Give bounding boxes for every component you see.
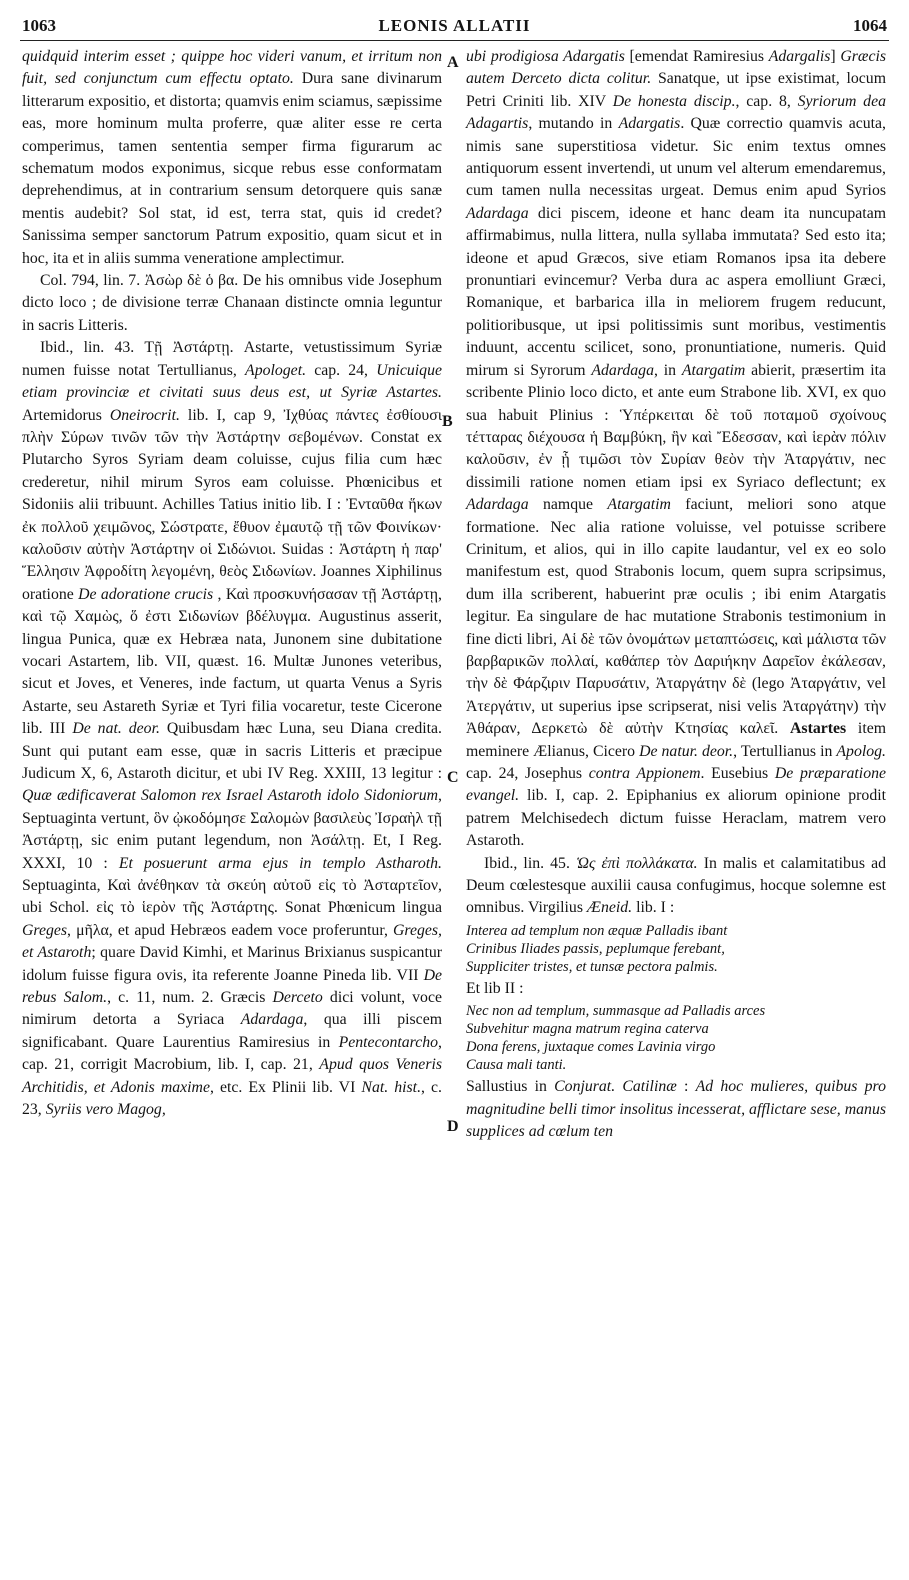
verse-line: Interea ad templum non æquæ Palladis ibant (466, 922, 728, 939)
left-column (22, 46, 442, 1122)
verse-quote (466, 922, 886, 976)
verse-line: Crinibus Iliades passis, peplumque ferebant, (466, 940, 725, 957)
verse-line: Nec non ad templum, summasque ad Palladis arces (466, 1003, 766, 1020)
margin-mark-a: A (447, 54, 459, 71)
margin-mark-c: C (447, 769, 459, 786)
paragraph: quidquid interim esset ; quippe hoc videri vanum, et irritum non fuit, sed conjunctum cum effectu optato. Dura sane divinarum litterarum expositio, et distorta; quamvis enim sciamus, sæpissime eas, more hominum multa proferre, quæ aliter esse re certa comperimus, tamen sententia semper firma figurarum ac schematum modos exponimus, sicque rebus esse conformatam deprehendimus, at in contrarium sensum detorquere quis sanæ mentis audebit? Sol stat, id est, terra stat, quis id credet? Sanissima semper sanctorum Patrum expositio, quam sicut et in hoc, ita et in aliis summa veneratione amplectimur. (22, 48, 442, 267)
page-number-right: 1064 (853, 16, 887, 35)
verse-line: Suppliciter tristes, et tunsæ pectora palmis. (466, 958, 718, 975)
paragraph: Ibid., lin. 43. Τῇ Ἀστάρτῃ. Astarte, vetustissimum Syriæ numen fuisse notat Tertullianus, Apologet. cap. 24, Unicuique etiam provinciæ et civitati suus deus est, ut Syriæ Astartes. Artemidorus Oneirocrit. lib. I, cap 9, Ἰχθύας πάντες ἐσθίουσι πλὴν Σύρων τινῶν τῶν τὴν Ἀστάρτην σεβομένων. Constat ex Plutarcho Syros Syriam deam coluisse, cujus filia cum hæc crederetur, nihil mirum Syros eam coluisse. Phœnicibus et Sidoniis alii tribuunt. Achilles Tatius initio lib. I : Ἐνταῦθα ἥκων ἐκ πολλοῦ χειμῶνος, Σώστρατε, ἔθυον ἐμαυτῷ τῇ τῶν Φοινίκων· καλοῦσιν αὐτὴν Ἀστάρτην οἱ Σιδώνιοι. Suidas : Ἀστάρτη ἡ παρ' Ἕλλησιν Ἀφροδίτη λεγομένη, θεὸς Σιδωνίων. Joannes Xiphilinus oratione De adoratione crucis , Καὶ προσκυνήσασαν τῇ Ἀστάρτῃ, καὶ τῷ Χαμὼς, ὅ ἐστι Σιδωνίων βδέλυγμα. Augustinus asserit, lingua Punica, quæ ex Hebræa nata, Junonem sine dubitatione vocari Astartem, lib. VII, quæst. 16. Multæ Junones veteribus, sicut et Joves, et Veneres, inde factum, ut quarta Venus a Syris Astarte, seu Astareth Syriæ et Tyri filia vocaretur, teste Cicerone lib. III De nat. deor. Quibusdam hæc Luna, seu Diana credita. Sunt qui putant eam esse, quæ in sacris Litteris et præcipue Judicum X, 6, Astaroth dicitur, et ubi IV Reg. XXIII, 13 legitur : Quæ ædificaverat Salomon rex Israel Astaroth idolo Sidoniorum, Septuaginta vertunt, ὃν ᾠκοδόμησε Σαλομὼν βασιλεὺς Ἰσραὴλ τῇ Ἀστάρτῃ, sic enim putant legendum, non Ἀσάλτῃ. Et, I Reg. XXXI, 10 : Et posuerunt arma ejus in templo Astharoth. Septuaginta, Καὶ ἀνέθηκαν τὰ σκεύη αὐτοῦ εἰς τὸ Ἀσταρτεῖον, ubi Schol. εἰς τὸ ἱερὸν τῆς Ἀστάρτης. Sonat Phœnicum lingua Greges, μῆλα, et apud Hebræos eadem voce proferuntur, Greges, et Astaroth; quare David Kimhi, et Marinus Brixianus suspicantur idolum fuisse figura ovis, ita referente Joanne Pineda lib. VII De rebus Salom., c. 11, num. 2. Græcis Derceto dici volunt, voce nimirum detorta a Syriaca Adardaga, qua illi piscem significabant. Quare Laurentius Ramiresius in Pentecontarcho, cap. 21, corrigit Macrobium, lib. I, cap. 21, Apud quos Veneris Architidis, et Adonis maxime, etc. Ex Plinii lib. VI Nat. hist., c. 23, Syriis vero Magog, (22, 339, 443, 1119)
margin-mark-b: B (442, 413, 453, 430)
verse-line: Dona ferens, juxtaque comes Lavinia virgo (466, 1039, 716, 1056)
paragraph: ubi prodigiosa Adargatis [emendat Ramiresius Adargalis] Græcis autem Derceto dicta colitur. Sanatque, ut ipse existimat, locum Petri Criniti lib. XIV De honesta discip., cap. 8, Syriorum dea Adagartis, mutando in Adargatis. Quæ correctio quamvis acuta, nimis sane superstitiosa videtur. Sic enim textus omnes antiquorum essent invertendi, ut unum vel alterum emendaremus, cum tamen nulla necessitas urgeat. Demus enim apud Syrios Adardaga dici piscem, ideone et hanc deam ita nuncupatam affirmabimus, nulla littera, nulla syllaba immutata? Sed esto ita; ideone et apud Græcos, sive etiam Romanos ipsa ita debere pronuntiari evincemur? Verba dura ac aspera emolliunt Græci, Romanique, et barbarica illa in meliorem frugem reducunt, politioribusque, ut ipsi politissimis sunt moribus, vestimentis induunt, accentu scilicet, sono, pronuntiatione, numeris. Quid mirum si Syrorum Adardaga, in Atargatim abierit, præsertim ita scribente Plinio loco dicto, et ante eum Strabone lib. XVI, ex quo sua habuit Plinius : Ὑπέρκειται δὲ τοῦ ποταμοῦ σχοίνους τέτταρας διέχουσα ἡ Βαμβύκη, ἣν καὶ Ἔδεσσαν, καὶ ἱερὰν πόλιν καλοῦσιν, ἐν ᾗ τιμῶσι τὸν Συρίαν θεὸν τὴν Ἀταργάτιν, nec dissimili ratione nomen etiam ipsi ex Syriaco deflectunt; ex Adardaga namque Atargatim faciunt, meliori sono atque formatione. Nec alia ratione voluisse, vel potuisse scribere Crinitum, et alios, qui in illo capite laudantur, vel ex eo solo manifestum est, quod Strabonis locum, quem supra scripsimus, dum illa scriberent, habuerint præ oculis ; ibi enim Atargatis legitur. Ea singulare de hac mutatione Strabonis testimonium in fine dicti libri, Αἱ δὲ τῶν ὀνομάτων μεταπτώσεις, καὶ μάλιστα τῶν βαρβαρικῶν πολλαί, καθάπερ τὸν Δαριήκην Δαρεῖον ἐκάλεσαν, τὴν δὲ Φάρζιριν Παρυσάτιν, Ἀταργάτην δὲ (lego Ἀταργάτιν, vel Ἀτεργάτιν, ut superius ipse scripserat, nisi velis Ἀταργάτην) τὴν Ἀθάραν, Δερκετὼ δὲ αὐτὴν Κτησίας καλεῖ. Astartes item meminere Ælianus, Cicero De natur. deor., Tertullianus in Apolog. cap. 24, Josephus contra Appionem. Eusebius De præparatione evangel. lib. I, cap. 2. Epiphanius ex aliorum opinione prodit patrem Melchisedech dictum fuisse Heraclam, matrem vero Astaroth. (466, 48, 887, 850)
paragraph: Et lib II : (466, 979, 524, 997)
page-header (20, 14, 889, 41)
paragraph: Sallustius in Conjurat. Catilinæ : Ad hoc mulieres, quibus pro magnitudine belli timor insolitus incesserat, afflictare sese, manus supplices ad cœlum ten (466, 1078, 886, 1141)
verse-line: Causa mali tanti. (466, 1057, 567, 1074)
right-column (466, 46, 886, 1143)
margin-mark-d: D (447, 1118, 459, 1135)
verse-line: Subvehitur magna matrum regina caterva (466, 1021, 709, 1038)
running-title: LEONIS ALLATII (378, 16, 531, 35)
paragraph: Ibid., lin. 45. Ὡς ἐπὶ πολλάκατα. In malis et calamitatibus ad Deum cœlestesque auxilii causa confugimus, hocque solemne est omnibus. Virgilius Æneid. lib. I : (466, 854, 886, 917)
paragraph: Col. 794, lin. 7. Ἀσὼρ δὲ ὁ βα. De his omnibus vide Josephum dicto loco ; de divisione terræ Chanaan distincte omnia leguntur in sacris Litteris. (22, 272, 442, 334)
verse-quote (466, 1002, 886, 1074)
page-number-left: 1063 (22, 16, 56, 35)
